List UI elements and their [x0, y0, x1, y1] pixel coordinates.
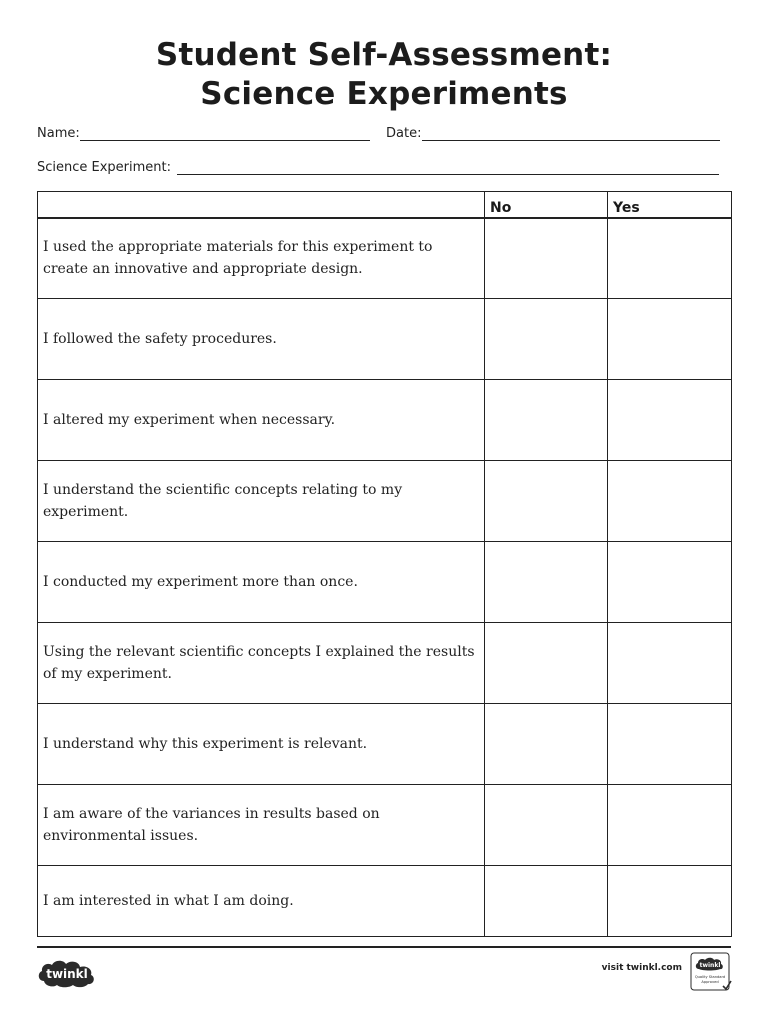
no-checkbox-cell[interactable]: [485, 704, 608, 785]
header-no: No: [485, 192, 608, 218]
table-row: [38, 461, 732, 542]
statement-cell: I am interested in what I am doing.: [38, 866, 485, 937]
yes-checkbox-cell[interactable]: [608, 299, 732, 380]
title-line-1: Student Self-Assessment:: [155, 37, 613, 73]
date-field[interactable]: [422, 140, 720, 141]
yes-checkbox-cell[interactable]: [608, 866, 732, 937]
twinkl-logo[interactable]: [36, 957, 98, 989]
no-checkbox-cell[interactable]: [485, 542, 608, 623]
title-line-2: Science Experiments: [200, 76, 568, 112]
statement-cell: I understand the scientific concepts relating to my experiment.: [38, 461, 485, 542]
statement-cell: I altered my experiment when necessary.: [38, 380, 485, 461]
name-label: Name:: [37, 126, 80, 141]
statement-cell: I understand why this experiment is relevant.: [38, 704, 485, 785]
no-checkbox-cell[interactable]: [485, 218, 608, 299]
table-row: [38, 704, 732, 785]
quality-badge: [690, 952, 732, 992]
no-checkbox-cell[interactable]: [485, 623, 608, 704]
statement-cell: Using the relevant scientific concepts I explained the results of my experiment.: [38, 623, 485, 704]
table-row: [38, 218, 732, 299]
yes-checkbox-cell[interactable]: [608, 623, 732, 704]
experiment-field[interactable]: [177, 174, 719, 175]
badge-line-1: Quality Standard: [694, 975, 726, 979]
yes-checkbox-cell[interactable]: [608, 542, 732, 623]
experiment-label: Science Experiment:: [37, 160, 172, 175]
no-checkbox-cell[interactable]: [485, 461, 608, 542]
table-row: [38, 299, 732, 380]
logo-text: twinkl: [46, 967, 88, 981]
table-row: [38, 623, 732, 704]
header-yes: Yes: [608, 192, 732, 218]
yes-checkbox-cell[interactable]: [608, 380, 732, 461]
yes-checkbox-cell[interactable]: [608, 785, 732, 866]
name-field[interactable]: [80, 140, 370, 141]
yes-checkbox-cell[interactable]: [608, 704, 732, 785]
no-checkbox-cell[interactable]: [485, 299, 608, 380]
statement-cell: I used the appropriate materials for this experiment to create an innovative and appropriate design.: [38, 218, 485, 299]
table-row: [38, 866, 732, 937]
date-label: Date:: [386, 126, 422, 141]
no-checkbox-cell[interactable]: [485, 785, 608, 866]
footer-divider: [37, 946, 731, 948]
statement-cell: I am aware of the variances in results based on environmental issues.: [38, 785, 485, 866]
no-checkbox-cell[interactable]: [485, 380, 608, 461]
table-header-row: [38, 192, 732, 218]
table-row: [38, 542, 732, 623]
no-checkbox-cell[interactable]: [485, 866, 608, 937]
page-title: [0, 36, 768, 114]
badge-line-2: Approved: [701, 980, 719, 984]
statement-cell: I conducted my experiment more than once.: [38, 542, 485, 623]
yes-checkbox-cell[interactable]: [608, 218, 732, 299]
badge-brand: twinkl: [699, 962, 721, 969]
table-row: [38, 785, 732, 866]
statement-cell: I followed the safety procedures.: [38, 299, 485, 380]
header-blank-cell: [38, 192, 485, 218]
yes-checkbox-cell[interactable]: [608, 461, 732, 542]
visit-link[interactable]: visit twinkl.com: [601, 963, 682, 973]
assessment-table: [37, 191, 732, 937]
table-row: [38, 380, 732, 461]
